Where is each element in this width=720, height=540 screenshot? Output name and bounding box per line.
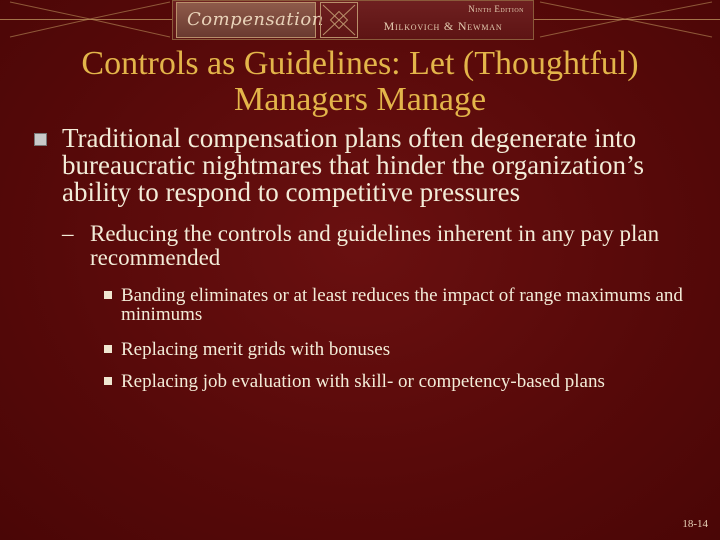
dash-bullet-icon: –	[62, 221, 74, 246]
subsub-bullet-item	[104, 286, 694, 324]
small-square-bullet-icon	[104, 291, 112, 299]
small-square-bullet-icon	[104, 345, 112, 353]
subsub-bullet-text: Replacing merit grids with bonuses	[121, 339, 391, 360]
sub-bullet-text: Reducing the controls and guidelines inherent in any pay plan recommended	[90, 221, 660, 270]
slide-title: Controls as Guidelines: Let (Thoughtful) Managers Manage	[81, 45, 639, 118]
subsub-bullet-text: Banding eliminates or at least reduces the impact of range maximums and minimums	[121, 285, 683, 325]
logo	[176, 2, 324, 38]
sub-bullet-item	[58, 222, 694, 270]
ornament-icon	[320, 2, 358, 38]
authors-label: Milkovich & Newman	[383, 19, 503, 33]
bullet-item	[34, 125, 694, 206]
page-number: 18-14	[682, 518, 708, 530]
edition-label: Ninth Edition	[468, 4, 524, 14]
square-bullet-icon	[34, 133, 47, 146]
subsub-bullet-item	[104, 372, 694, 391]
slide-body	[34, 125, 694, 391]
subsub-bullet-text: Replacing job evaluation with skill- or competency-based plans	[121, 371, 605, 392]
bullet-text: Traditional compensation plans often degenerate into bureaucratic nightmares that hinder the organization’s ability to respond to competitive pressures	[62, 123, 645, 207]
subsub-bullet-item	[104, 340, 694, 359]
header-banner	[0, 0, 720, 40]
logo-text: Compensation	[187, 9, 324, 30]
small-square-bullet-icon	[104, 377, 112, 385]
